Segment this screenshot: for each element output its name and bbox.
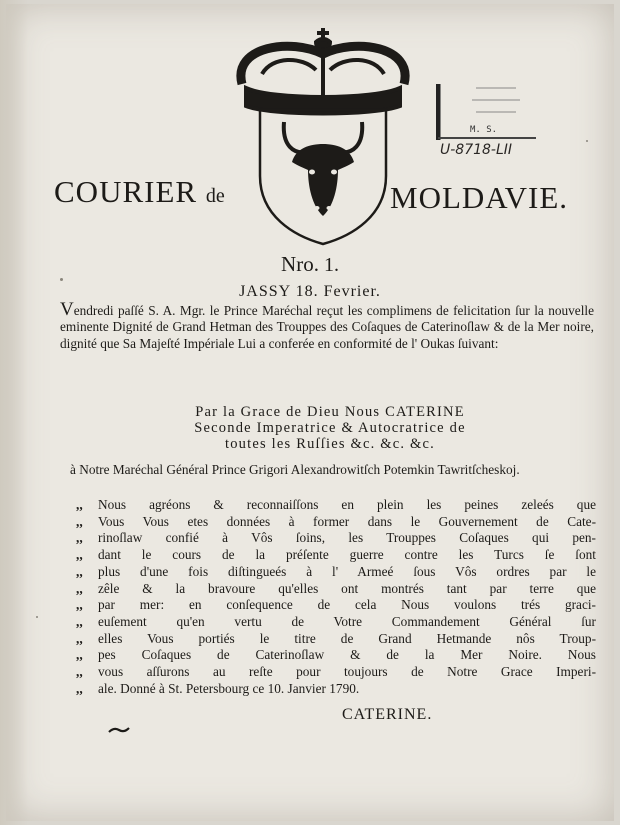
decree-text-line: ,, Vous Vous etes données à former dans le Gouvernement de Cate- [76,513,596,529]
quote-mark: ,, [76,547,83,563]
paper-speck [36,616,38,618]
decree-line-1: Par la Grace de Dieu Nous CATERINE [195,404,465,420]
quote-mark: ,, [76,680,83,696]
quote-mark: ,, [76,630,83,646]
drop-letter: V [60,299,74,320]
quote-mark: ,, [76,513,83,529]
page-edge-shadow [0,0,28,825]
decree-text-line: ,, par mer: en conſequence de cela Nous voulons trés graci- [76,597,596,613]
decree-addressee: à Notre Maréchal Général Prince Grigori Alexandrowitſch Potemkin Tawritſcheskoj. [70,462,520,477]
quote-mark: ,, [76,563,83,579]
issue-number-value: 1. [323,254,339,276]
masthead-courier: COURIER [54,174,198,209]
quote-mark: ,, [76,530,83,546]
masthead-title-left [54,174,225,210]
aurochs-head-icon [284,122,362,216]
ink-flourish-mark [108,726,130,734]
quote-mark: ,, [76,664,83,680]
masthead-de: de [205,185,225,207]
place-date: JASSY 18. Fevrier. [239,283,381,300]
stamp-small-text: M. S. [470,125,498,135]
quote-mark: ,, [76,580,83,596]
news-paragraph [60,299,594,352]
issue-number-label: Nro. [281,252,319,276]
issue-number [0,252,620,277]
decree-line-2: Seconde Imperatrice & Autocratrice de [194,420,466,436]
signature: CATERINE. [342,706,433,723]
decree-text-line: ,, euſement qu'en vertu de Votre Commandement Général ſur [76,613,596,629]
decree-text-line: ,, vous aſſurons au reſte pour toujours de Notre Grace Imperi- [76,664,596,680]
quote-mark: ,, [76,497,83,512]
decree-text-line: ,, zêle & la bravoure qu'elles ont montrés tant par terre que [76,580,596,596]
decree-text [76,497,596,697]
masthead-title-right: MOLDAVIE. [390,180,569,215]
decree-text-line: ,, elles Vous portiés le titre de Grand Hetmande nôs Troup- [76,630,596,646]
decree-heading [60,404,600,452]
catalog-number: U-8718-LII [440,142,513,158]
decree-text-line: ,, Nous agréons & reconnaiſſons en plein les peines zeleés que [76,497,596,512]
news-paragraph-text: endredi paſſé S. A. Mgr. le Prince Maréchal reçut les complimens de felicitation ſur la nouvelle eminente Dignité de Grand Hetman des Trouppes des Coſaques de Caterinoſlaw & de la Mer noire, dignité que Sa Majeſté Impériale Lui a conferée en conformité de l' Oukas ſuivant: [60,303,594,351]
paper-speck [586,140,588,142]
decree-text-line: ,, pes Coſaques de Caterinoſlaw & de la Mer Noire. Nous [76,647,596,663]
coat-of-arms-aurochs-crest [232,26,414,248]
decree-text-line: ,, rinoſlaw confié à Vôs ſoins, les Trouppes Coſaques qui pen- [76,530,596,546]
decree-line-3: toutes les Ruſſies &c. &c. &c. [225,436,435,452]
decree-text-line: ,, dant le cours de la préſente guerre contre les Turcs ſe ſont [76,547,596,563]
decree-text-line: ,, ale. Donné à St. Petersbourg ce 10. Janvier 1790. [76,680,360,696]
quote-mark: ,, [76,613,83,629]
decree-text-line: ,, plus d'une fois diſtingueés à l' Armeé ſous Vôs ordres par le [76,563,596,579]
paper-speck [60,278,63,281]
crown-icon [241,28,405,114]
quote-mark: ,, [76,647,83,663]
quote-mark: ,, [76,597,83,613]
